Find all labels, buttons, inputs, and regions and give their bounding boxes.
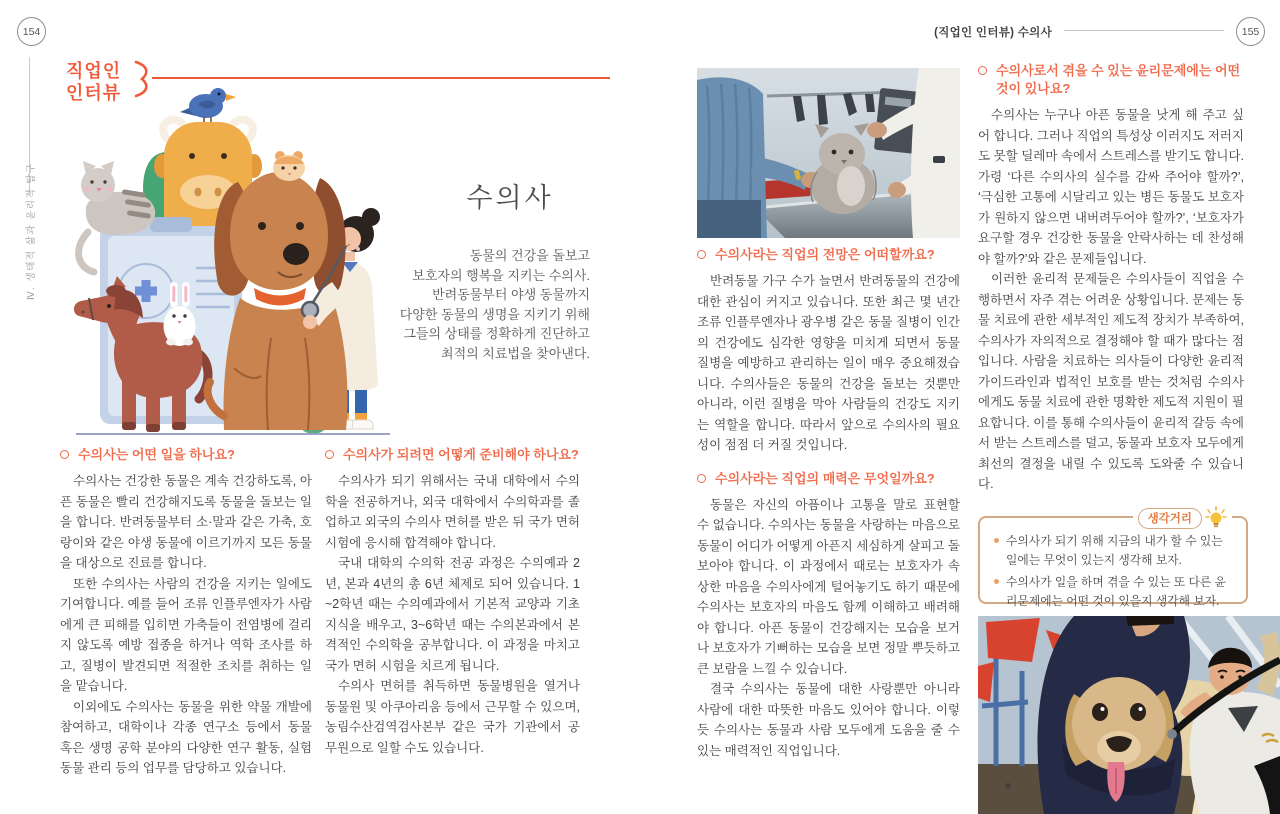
answer-paragraph: 동물은 자신의 아픔이나 고통을 말로 표현할 수 없습니다. 수의사는 동물을 사랑하는 마음으로 동물이 어디가 어떻게 아픈지 세심하게 살피고 돌보아야 합니다. 이 과정에서 때로는 보호자가 속상한 마음을 수의사에게 털어놓기도 하기 때문에 수의사는 보호자의 마음도 함께 이해하고 배려해야 합니다. 아픈 동물이 건강해지는 모습을 보거나 보호자가 기뻐하는 모습을 보면 정말 뿌듯하고 큰 보람을 느낄 수 있습니다. xyxy=(697,497,960,676)
bullet-dot-icon xyxy=(994,579,999,584)
question-text: 수의사라는 직업의 전망은 어떠할까요? xyxy=(715,247,935,262)
bullet-dot-icon xyxy=(994,538,999,543)
think-item-text: 수의사가 되기 위해 지금의 내가 할 수 있는 일에는 무엇이 있는지 생각해 보자. xyxy=(1006,534,1223,567)
intro-line: 반려동물부터 야생 동물까지 xyxy=(432,287,590,302)
cat-exam-photo xyxy=(697,68,960,238)
intro-line: 동물의 건강을 돌보고 xyxy=(469,248,590,263)
vet-animals-illustration xyxy=(58,86,402,442)
question-heading xyxy=(325,446,580,464)
answer-paragraph: 반려동물 가구 수가 늘면서 반려동물의 건강에 대한 관심이 커지고 있습니다. 또한 최근 몇 년간 조류 인플루엔자나 광우병 같은 동물 질병이 인간의 건강에도 심각한 영향을 미치게 되면서 동물 질병을 예방하고 관리하는 일이 매우 중요해졌습니다. 수의사들은 동물의 건강을 돌보는 것뿐만 아니라, 이런 질병을 막아 사람들의 건강도 지키는 역할을 합니다. 따라서 앞으로 수의사의 필요성이 점점 더 커질 것입니다. xyxy=(697,274,960,453)
right-page-number xyxy=(1236,17,1265,46)
badge-line2: 인터뷰 xyxy=(66,82,122,103)
question-text: 수의사라는 직업의 매력은 무엇일까요? xyxy=(715,470,935,486)
think-box-label-group xyxy=(1133,506,1232,530)
intro-text xyxy=(390,246,590,363)
answer-paragraph: 이러한 윤리적 문제들은 수의사들이 직업을 수행하면서 자주 겪는 어려운 상황입니다. 문제는 동물 치료에 관한 세부적인 제도적 장치가 부족하여, 수의사가 자의적으로 결정해야 할 때가 많다는 점입니다. 사람을 치료하는 의사들이 다양한 윤리적 가이드라인과 법적인 보호를 받는 것처럼 수의사에게도 동물 치료에 관한 명확한 제도적 지원이 필요합니다. 이를 통해 수의사들이 윤리적 갈등 속에서 받는 스트레스를 덜고, 동물과 보호자 모두에게 최선의 결정을 내릴 수 있도록 도와줄 수 있습니다. xyxy=(978,272,1244,492)
question-text: 수의사는 어떤 일을 하나요? xyxy=(78,447,235,462)
lightbulb-icon xyxy=(1205,506,1227,530)
badge-rule xyxy=(152,77,610,79)
left-column-1 xyxy=(60,446,312,776)
left-column-2 xyxy=(325,446,580,776)
answer-paragraph: 수의사 면허를 취득하면 동물병원을 열거나 동물원 및 아쿠아리움 등에서 근무할 수 있으며, 농림수산검역검사본부 같은 국가 기관에서 공무원으로 일할 수도 있습니다. xyxy=(325,679,580,755)
right-column-1 xyxy=(697,246,960,776)
left-page-number-text: 154 xyxy=(22,25,41,38)
question-heading xyxy=(697,246,960,264)
answer-paragraph: 결국 수의사는 동물에 대한 사랑뿐만 아니라 사람에 대한 따뜻한 마음도 있어야 합니다. 이렇듯 수의사는 동물과 사람 모두에게 도움을 줄 수 있는 매력적인 직업입니다. xyxy=(697,682,960,758)
question-bullet-icon xyxy=(325,450,334,459)
think-item xyxy=(994,573,1234,610)
question-bullet-icon xyxy=(60,450,69,459)
intro-line: 다양한 동물의 생명을 지키기 위해 xyxy=(399,306,590,322)
intro-line: 그들의 상태를 정확하게 진단하고 xyxy=(403,326,590,341)
think-item-text: 수의사가 일을 하며 겪을 수 있는 또 다른 윤리문제에는 어떤 것이 있을지 생각해 보자. xyxy=(1006,575,1226,608)
answer-paragraph: 수의사가 되기 위해서는 국내 대학에서 수의학을 전공하거나, 외국 대학에서 수의학과를 졸업하고 외국의 수의사 면허를 받은 뒤 국가 면허 시험에 응시해 합격해야 합니다. xyxy=(325,474,580,550)
bird xyxy=(180,88,236,122)
answer-paragraph: 수의사는 건강한 동물은 계속 건강하도록, 아픈 동물은 빨리 건강해지도록 동물을 돌보는 일을 합니다. 반려동물부터 소·말과 같은 가축, 호랑이와 같은 야생 동물에 이르기까지 모든 동물을 대상으로 진료를 합니다. xyxy=(60,474,312,571)
intro-line: 최적의 치료법을 찾아낸다. xyxy=(441,345,590,361)
think-box-label: 생각거리 xyxy=(1138,508,1202,529)
badge-line1: 직업인 xyxy=(66,61,122,81)
question-bullet-icon xyxy=(697,474,706,483)
question-heading xyxy=(60,446,312,464)
answer-paragraph: 이외에도 수의사는 동물을 위한 약물 개발에 참여하고, 대학이나 각종 연구소 등에서 동물 혹은 생명 공학 분야의 다양한 연구 활동, 실험동물 관리 등의 업무를 담당하고 있습니다. xyxy=(60,699,312,776)
dog-vets-photo xyxy=(978,616,1280,814)
left-page-number xyxy=(17,17,46,46)
hamster xyxy=(273,151,305,181)
right-page-number-text: 155 xyxy=(1241,25,1260,38)
question-text: 수의사가 되려면 어떻게 준비해야 하나요? xyxy=(343,447,579,462)
question-bullet-icon xyxy=(697,250,706,259)
answer-paragraph: 수의사는 누구나 아픈 동물을 낫게 해 주고 싶어 합니다. 그러나 직업의 특성상 이러지도 저러지도 못할 딜레마 속에서 스트레스를 받기도 합니다. 가령 ‘다른 수의사의 실수를 감싸 주어야 할까?’, ‘극심한 고통에 시달리고 있는 병든 동물도 보호자가 원하지 않으면 내버려두어야 할까?’, ‘보호자가 요구할 경우 건강한 동물을 안락사하는 데 찬성해야 할까?’와 같은 문제들입니다. xyxy=(978,108,1244,266)
answer-paragraph: 국내 대학의 수의학 전공 과정은 수의예과 2년, 본과 4년의 총 6년 체제로 되어 있습니다. 1~2학년 때는 수의예과에서 기본적 교양과 기초 지식을 배우고, 3~6학년 때는 수의본과에서 본격적인 수의학을 공부합니다. 이 과정을 마치고 국가 면허 시험을 치르게 됩니다. xyxy=(325,556,580,673)
question-heading xyxy=(978,62,1244,98)
question-bullet-icon xyxy=(978,66,987,75)
running-header: (직업인 인터뷰) 수의사 xyxy=(934,27,1052,39)
think-item xyxy=(994,532,1234,569)
intro-line: 보호자의 행복을 지키는 수의사. xyxy=(412,267,590,283)
question-text: 수의사로서 겪을 수 있는 윤리문제에는 어떤 것이 있나요? xyxy=(996,63,1241,97)
think-box xyxy=(978,512,1248,608)
sidebar-chapter-label: Ⅳ. 생태적 삶과 윤리적 탐구 xyxy=(26,162,37,300)
article-title: 수의사 xyxy=(466,183,554,213)
think-box-items xyxy=(980,518,1246,622)
answer-paragraph: 또한 수의사는 사람의 건강을 지키는 일에도 기여합니다. 예를 들어 조류 인플루엔자가 사람에게 큰 피해를 입히면 가축들이 전염병에 걸리지 않도록 예방 접종을 하거나 역학 조사를 하고, 질병이 발견되면 적절한 조치를 취하는 일을 맡습니다. xyxy=(60,576,312,694)
question-heading xyxy=(697,470,960,488)
right-column-2 xyxy=(978,62,1244,508)
running-header-rule xyxy=(1064,30,1224,31)
